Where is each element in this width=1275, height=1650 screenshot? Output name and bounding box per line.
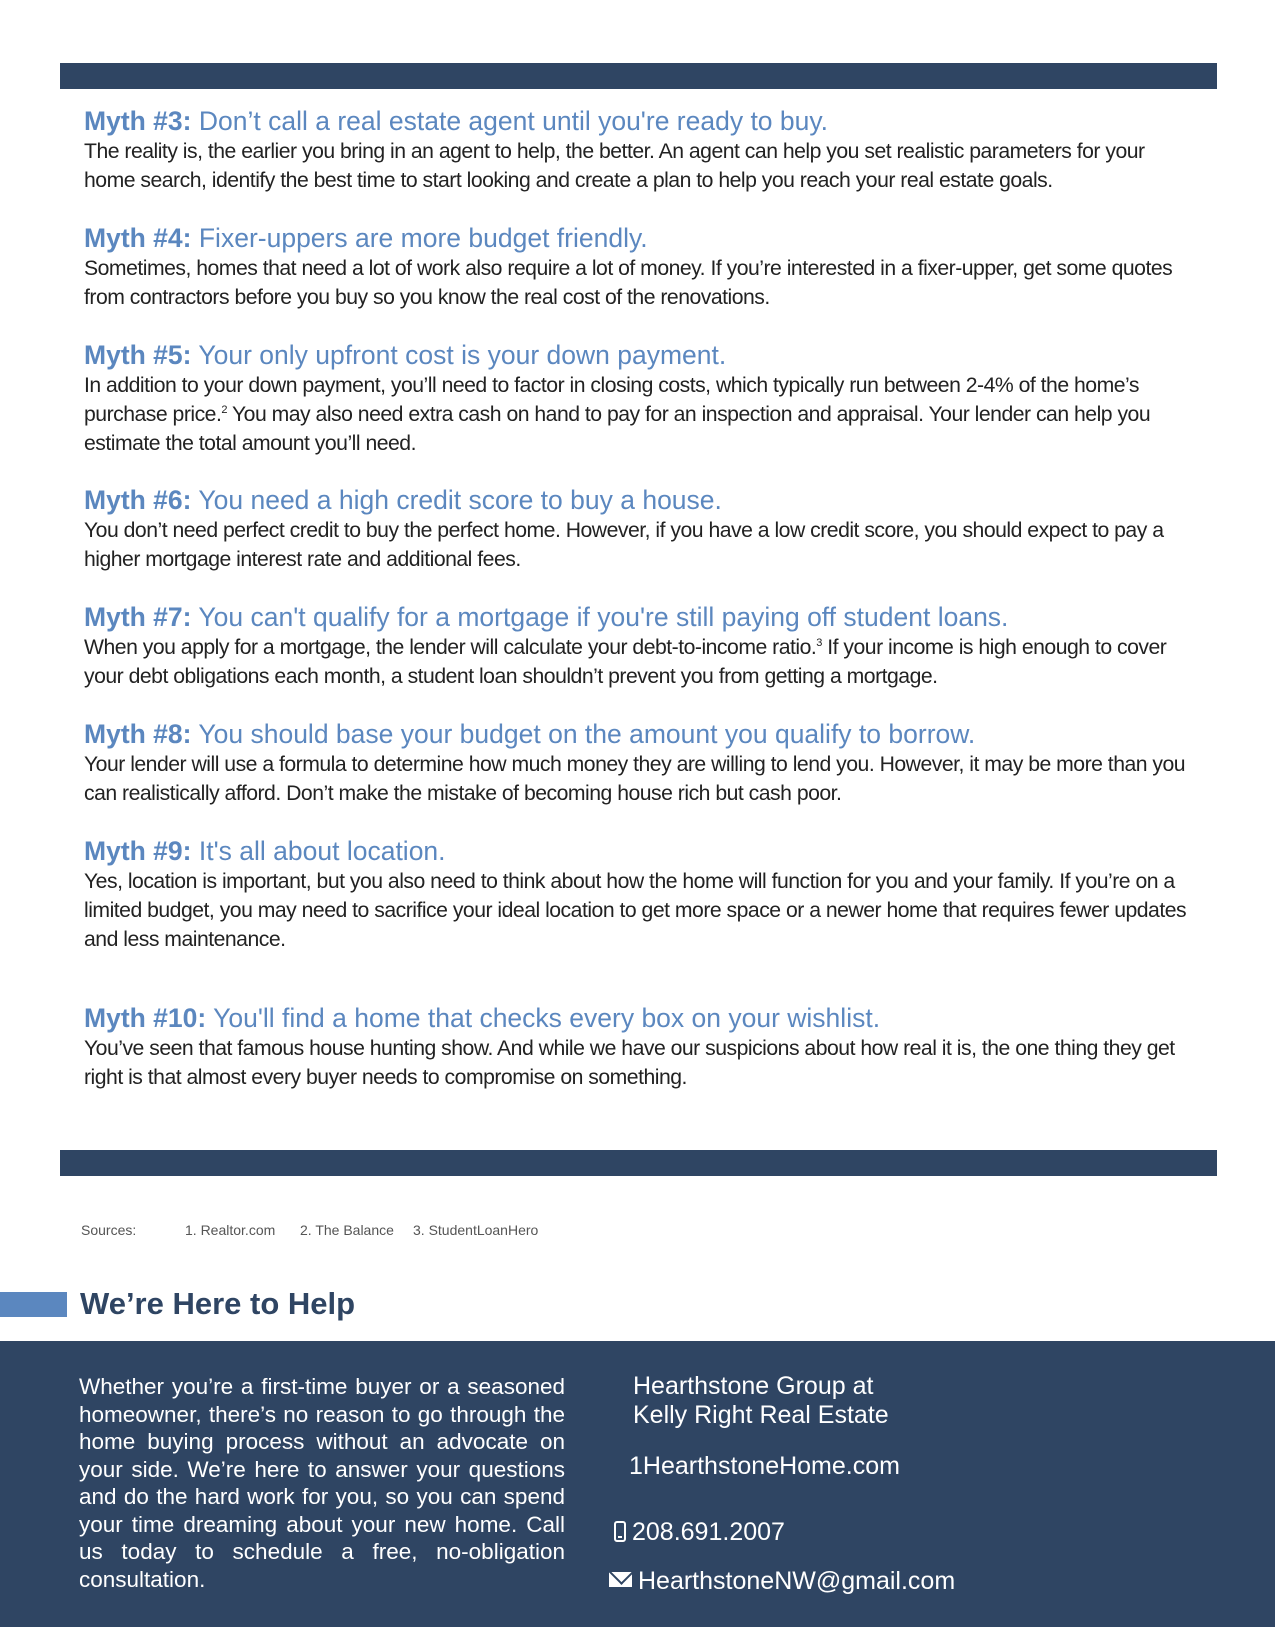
- phone-number[interactable]: 208.691.2007: [632, 1518, 785, 1546]
- footnote-ref: 3: [816, 636, 822, 649]
- myth-9-heading: Myth #9: It's all about location.: [84, 836, 446, 866]
- org-name-line-1: Hearthstone Group at: [633, 1372, 874, 1400]
- source-item: 2. The Balance: [300, 1222, 394, 1238]
- myth-8-heading: Myth #8: You should base your budget on the amount you qualify to borrow.: [84, 719, 976, 749]
- myth-10-heading: Myth #10: You'll find a home that checks every box on your wishlist.: [84, 1003, 881, 1033]
- myth-5-heading: Myth #5: Your only upfront cost is your down payment.: [84, 340, 727, 370]
- myth-10: [84, 1002, 1194, 1092]
- myth-4-body: Sometimes, homes that need a lot of work also require a lot of money. If you’re interested in a fixer-upper, get some quotes from contractors before you buy so you know the real cost of the renovations.: [84, 257, 1173, 309]
- myth-6: [84, 484, 1194, 574]
- phone-contact[interactable]: [614, 1518, 785, 1547]
- myth-8-body: Your lender will use a formula to determine how much money they are willing to lend you. However, it may be more than you can realistically afford. Don’t make the mistake of becoming house rich but cash poor.: [84, 753, 1186, 805]
- myth-8: [84, 718, 1194, 808]
- myth-7: [84, 601, 1194, 691]
- myth-9-body: Yes, location is important, but you also need to think about how the home will function for you and your family. If you’re on a limited budget, you may need to sacrifice your ideal location to get more space or a newer home that requires fewer updates and less maintenance.: [84, 870, 1187, 951]
- source-item: 1. Realtor.com: [185, 1222, 276, 1238]
- phone-icon: [614, 1521, 626, 1542]
- source-item: 3. StudentLoanHero: [413, 1222, 539, 1238]
- myth-4-heading: Myth #4: Fixer-uppers are more budget friendly.: [84, 223, 648, 253]
- website-link[interactable]: 1HearthstoneHome.com: [629, 1452, 900, 1480]
- help-heading: We’re Here to Help: [80, 1286, 356, 1321]
- myth-6-heading: Myth #6: You need a high credit score to buy a house.: [84, 485, 722, 515]
- myth-10-body: You’ve seen that famous house hunting show. And while we have our suspicions about how real it is, the one thing they get right is that almost every buyer needs to compromise on something.: [84, 1037, 1175, 1089]
- myth-7-heading: Myth #7: You can't qualify for a mortgage if you're still paying off student loans.: [84, 602, 1009, 632]
- bottom-divider-bar: [60, 1150, 1217, 1176]
- myth-7-body: When you apply for a mortgage, the lender will calculate your debt-to-income ratio.$^3$ If your income is high enough to cover your debt obligations each month, a student loan shouldn’t prevent you from getting a mortgage.: [84, 636, 1167, 688]
- help-description: Whether you’re a first-time buyer or a seasoned homeowner, there’s no reason to go through the home buying process without an advocate on your side. We’re here to answer your questions and do the hard work for you, so you can spend your time dreaming about your new home. Call us today to schedule a free, no-obligation consultation.: [79, 1374, 565, 1592]
- myth-3-body: The reality is, the earlier you bring in an agent to help, the better. An agent can help you set realistic parameters for your home search, identify the best time to start looking and create a plan to help you reach your real estate goals.: [84, 140, 1145, 192]
- myth-3-heading: Myth #3: Don’t call a real estate agent until you're ready to buy.: [84, 106, 829, 136]
- sources-label: Sources:: [81, 1222, 137, 1238]
- myth-6-body: You don’t need perfect credit to buy the perfect home. However, if you have a low credit score, you should expect to pay a higher mortgage interest rate and additional fees.: [84, 519, 1164, 571]
- footnote-ref: 2: [221, 403, 227, 416]
- email-address[interactable]: HearthstoneNW@gmail.com: [638, 1567, 956, 1595]
- myth-5: [84, 339, 1194, 458]
- myth-3: [84, 105, 1194, 195]
- myth-9: [84, 835, 1194, 954]
- myth-5-body: In addition to your down payment, you’ll need to factor in closing costs, which typically run between 2-4% of the home’s purchase price.$^2$ You may also need extra cash on hand to pay for an inspection and appraisal. Your lender can help you estimate the total amount you’ll need.: [84, 374, 1151, 455]
- email-contact[interactable]: [609, 1567, 955, 1596]
- myth-4: [84, 222, 1194, 312]
- org-name-line-2: Kelly Right Real Estate: [633, 1401, 889, 1429]
- top-divider-bar: [60, 63, 1217, 89]
- mail-icon: [609, 1572, 632, 1587]
- help-accent-block: [0, 1292, 67, 1317]
